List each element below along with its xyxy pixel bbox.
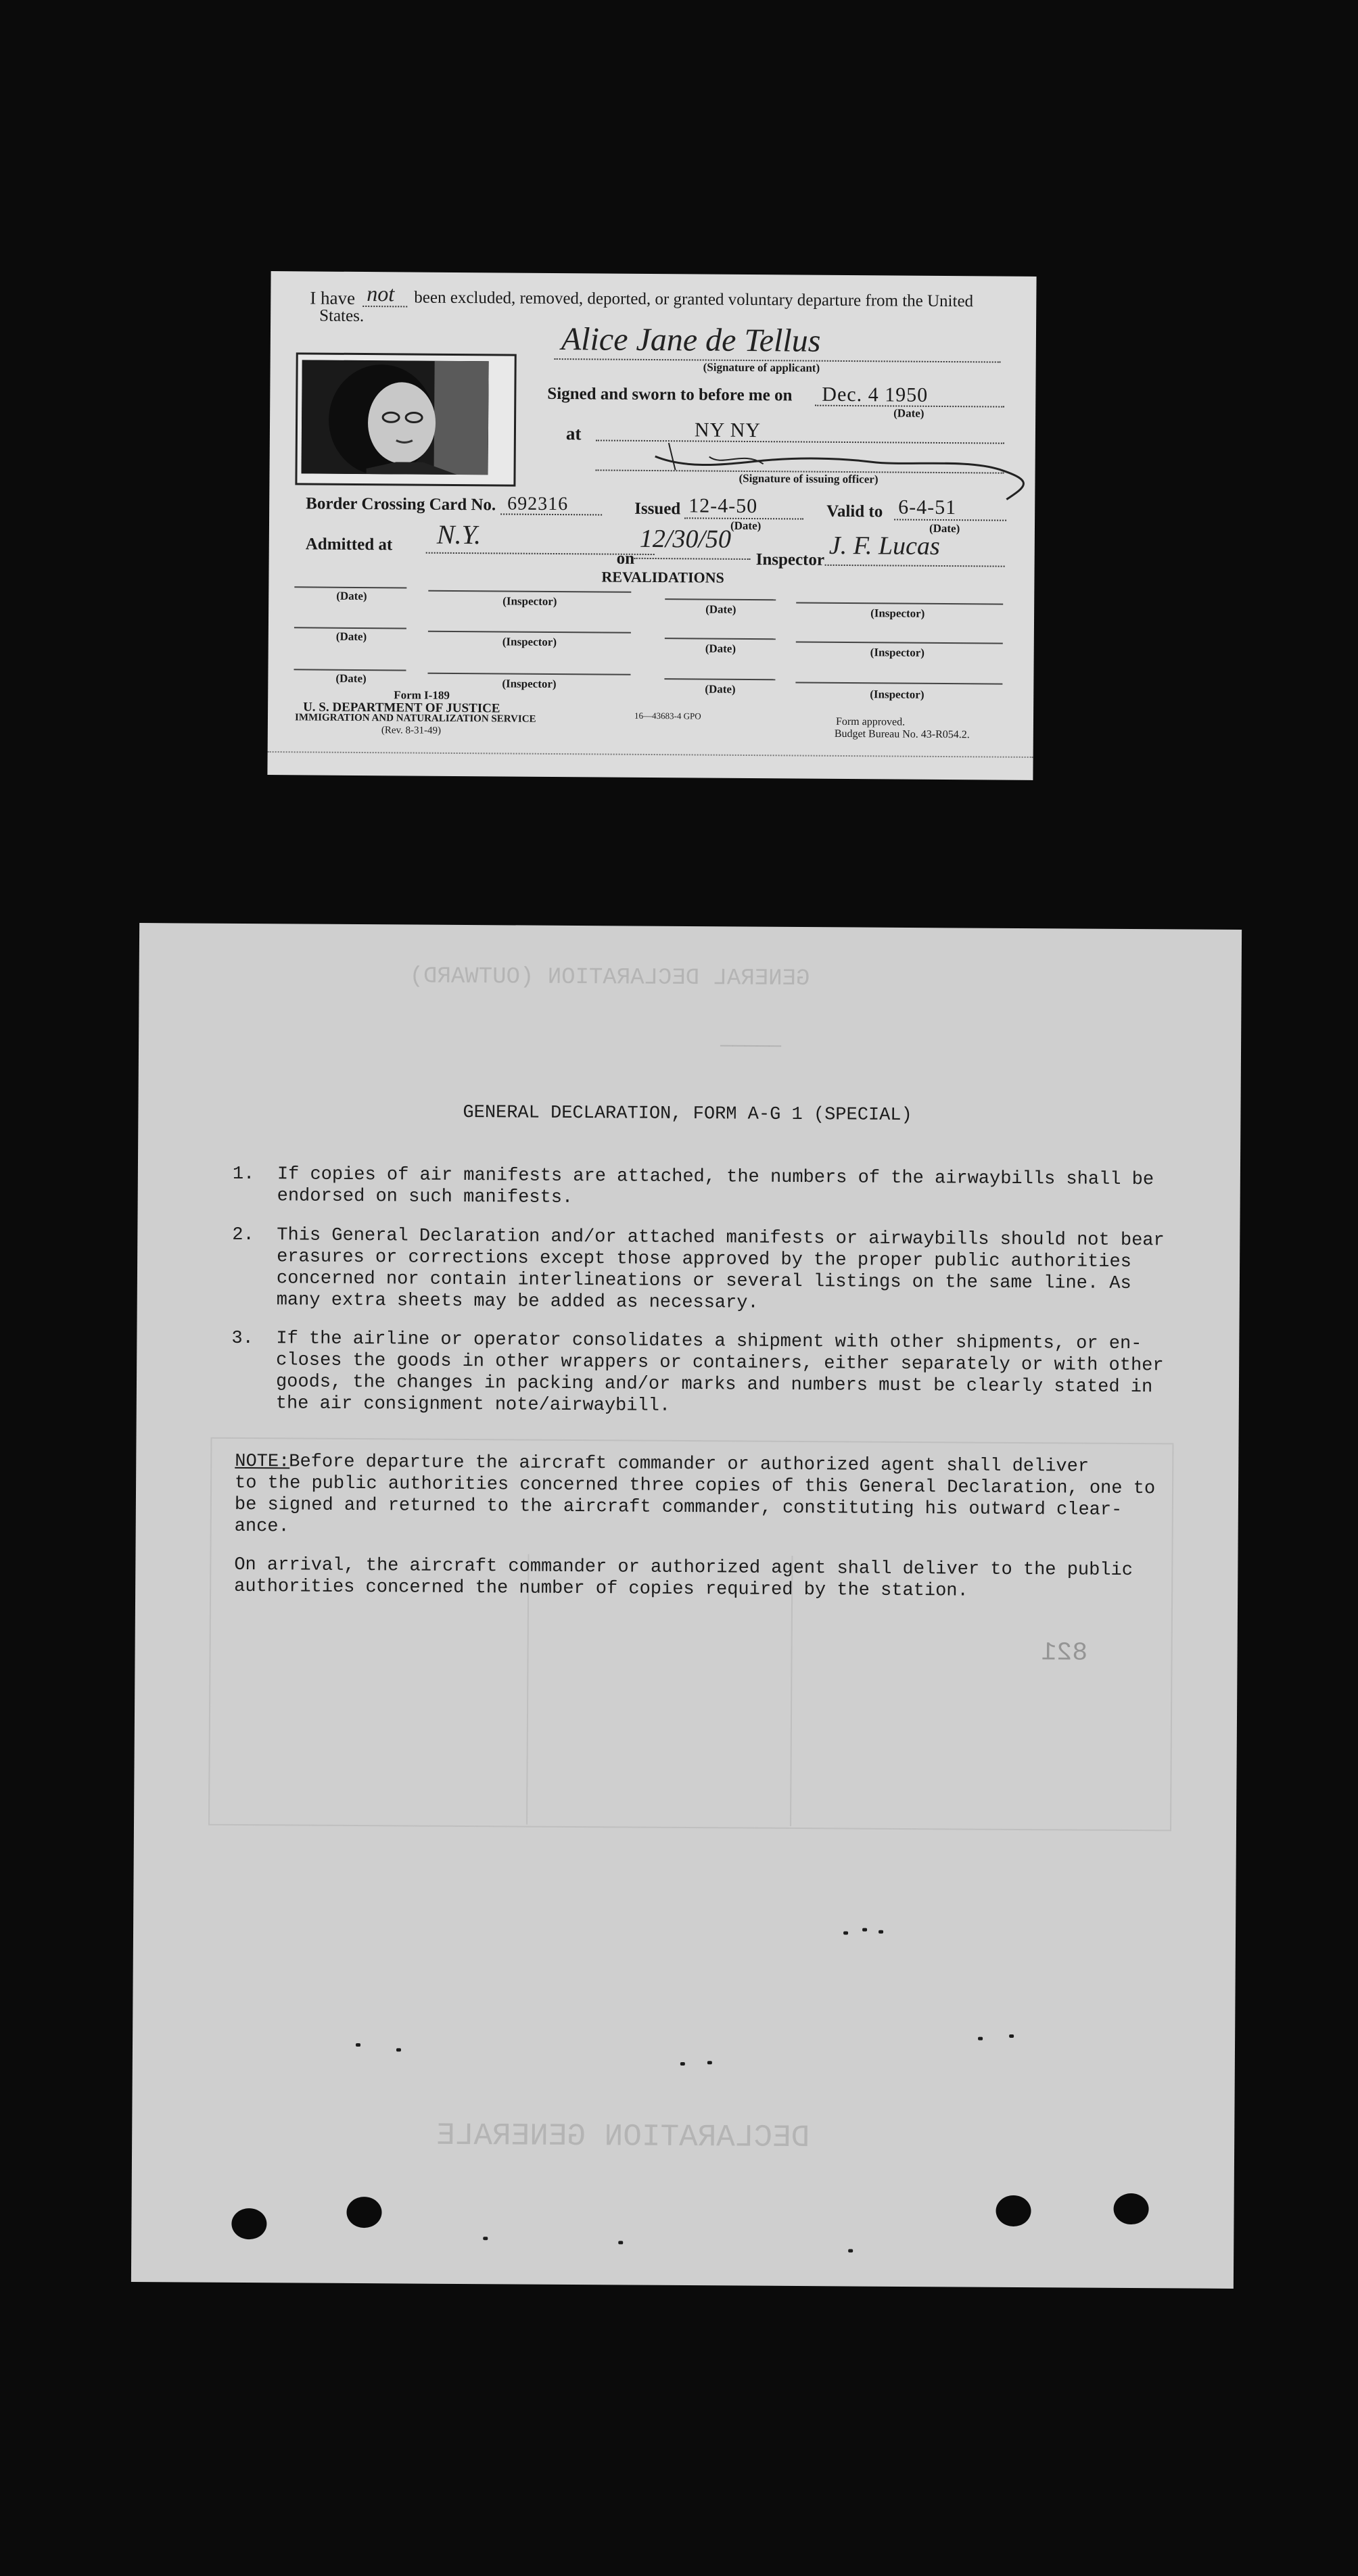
reval-date-1a: (Date) [336,589,367,603]
note-line-3: be signed and returned to the aircraft commander, constituting his outward clear- [234,1494,1123,1521]
gpo-code: 16—43683-4 GPO [634,710,701,721]
admitted-label: Admitted at [305,535,393,554]
service-name: IMMIGRATION AND NATURALIZATION SERVICE [294,712,536,725]
item-3-line-1: If the airline or operator consolidates a shipment with other shipments, or en- [276,1329,1142,1355]
inspector-signature: J. F. Lucas [828,531,940,560]
applicant-photo [302,360,489,475]
reval-date-2b: (Date) [705,642,736,655]
note-line-2: to the public authorities concerned three copies of this General Declaration, one to [235,1473,1156,1500]
sworn-label: Signed and sworn to before me on [547,384,793,405]
valid-date-caption: (Date) [929,521,960,535]
punch-hole-1 [231,2208,266,2239]
sworn-date-caption: (Date) [893,406,924,420]
issued-value: 12-4-50 [688,494,758,518]
department: U. S. DEPARTMENT OF JUSTICE [303,700,500,716]
reval-date-3a: (Date) [335,671,367,686]
at-label: at [565,423,582,444]
applicant-photo-frame [295,352,516,486]
bcc-number: 692316 [507,493,569,515]
note-label: NOTE: [235,1451,290,1473]
punch-hole-3 [996,2195,1031,2226]
note-line-1: Before departure the aircraft commander or authorized agent shall deliver [289,1452,1090,1477]
bcc-label: Border Crossing Card No. [306,494,496,515]
applicant-signature: Alice Jane de Tellus [561,321,821,359]
punch-hole-2 [346,2197,381,2228]
item-2-line-1: This General Declaration and/or attached manifests or airwaybills should not bear [277,1225,1165,1251]
reval-inspector-1b: (Inspector) [870,606,925,620]
item-1-line-1: If copies of air manifests are attached, the numbers of the airwaybills shall be [277,1164,1154,1191]
form-number: Form I-189 [394,688,450,702]
arrival-line-2: authorities concerned the number of copies required by the station. [234,1576,968,1602]
border-crossing-card [267,271,1036,780]
reval-inspector-3a: (Inspector) [502,677,557,691]
reval-date-3b: (Date) [705,682,736,696]
revision-date: (Rev. 8-31-49) [381,725,442,736]
exclusion-text-b: been excluded, removed, deported, or granted voluntary departure from the United [414,288,974,311]
item-2-line-3: concerned nor contain interlineations or several listings on the same line. As [276,1268,1131,1295]
reval-inspector-2a: (Inspector) [502,635,557,649]
item-3-line-2: closes the goods in other wrappers or containers, either separately or with other [276,1350,1164,1377]
arrival-line-1: On arrival, the aircraft commander or authorized agent shall deliver to the public [234,1554,1133,1581]
declaration-title: GENERAL DECLARATION, FORM A-G 1 (SPECIAL) [463,1102,912,1126]
valid-label: Valid to [826,502,883,521]
issuing-officer-caption: (Signature of issuing officer) [739,471,879,486]
reval-inspector-3b: (Inspector) [870,688,924,701]
reval-date-2a: (Date) [335,629,367,644]
exclusion-text-c: States. [319,306,365,326]
item-1-number: 1. [232,1164,255,1185]
item-2-number: 2. [232,1224,254,1246]
exclusion-text-a: I have [310,287,356,308]
item-3-line-3: goods, the changes in packing and/or marks and numbers must be clearly stated in [275,1372,1153,1398]
on-value: 12/30/50 [639,524,732,554]
general-declaration-sheet: GENERAL DECLARATION (OUTWARD) ————— 821 DECLARATION GENERALE GENERAL DECLARATION, FORM A-G 1 (SPECIAL) 1. If copies of air manifests are attached, the numbers of the airwaybills shall be endorsed on such manifests. 2. This General Declaration and/or attached manifests or airwaybills should not bear erasures or corrections except those approved by the proper public authorities concerned nor contain interlineations or several listings on the same line. As many extra sheets may be added as necessary. 3. If the airline or operator consolidates a shipment with other shipments, or en- closes the goods in other wrappers or containers, either separately or with other goods, the changes in packing and/or marks and numbers must be clearly stated in the air consignment note/airwaybill. NOTE: Before departure the aircraft commander or authorized agent shall deliver to the public authorities concerned three copies of this General Declaration, one to be signed and returned to the aircraft commander, constituting his outward clear- ance. On arrival, the aircraft commander or authorized agent shall deliver to the public authorities concerned the number of copies required by the station. [131,923,1242,2289]
applicant-signature-caption: (Signature of applicant) [703,360,820,375]
issued-label: Issued [634,499,681,519]
revalidations-heading: REVALIDATIONS [601,568,724,586]
admitted-value: N.Y. [436,519,482,550]
item-2-line-4: many extra sheets may be added as necessary. [276,1290,759,1314]
punch-hole-4 [1113,2193,1148,2224]
budget-bureau-no: Budget Bureau No. 43-R054.2. [834,728,970,741]
at-value: NY NY [694,419,762,442]
reval-inspector-2b: (Inspector) [870,646,925,659]
reval-date-1b: (Date) [705,602,736,616]
note-line-4: ance. [234,1516,289,1537]
item-3-number: 3. [231,1328,254,1350]
reval-inspector-1a: (Inspector) [502,594,557,609]
inspector-label: Inspector [755,550,825,569]
exclusion-handwritten-not: not [367,281,395,306]
valid-value: 6-4-51 [898,496,957,519]
item-3-line-4: the air consignment note/airwaybill. [275,1393,671,1416]
form-approved: Form approved. [835,715,906,728]
on-label: on [616,549,635,568]
sworn-date: Dec. 4 1950 [822,383,929,406]
issued-date-caption: (Date) [730,519,762,533]
item-2-line-2: erasures or corrections except those approved by the proper public authorities [277,1247,1132,1273]
item-1-line-2: endorsed on such manifests. [277,1186,573,1208]
